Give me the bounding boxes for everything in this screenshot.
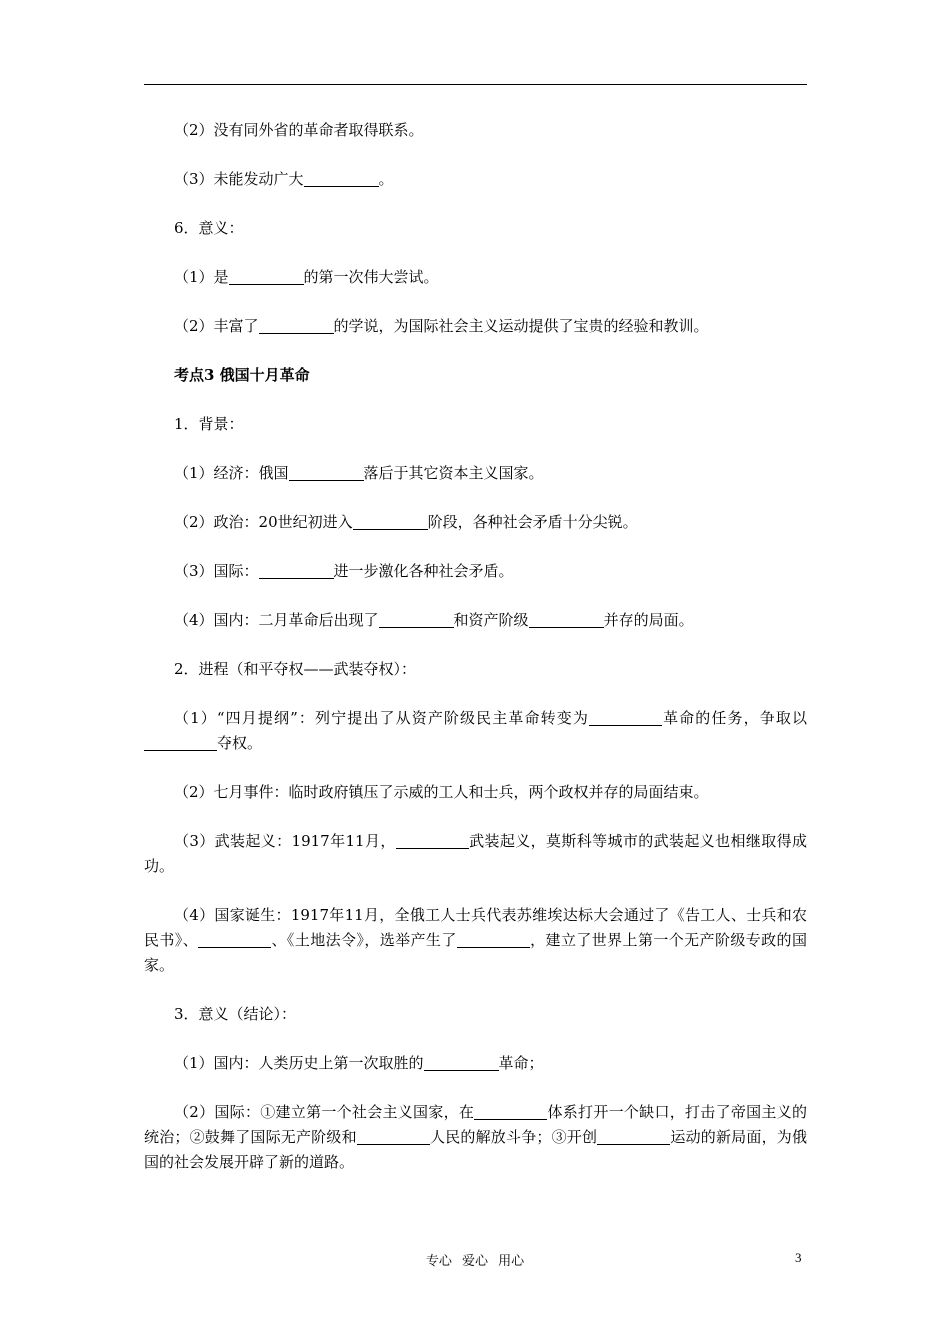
- text-line: （3）国际： 进一步激化各种社会矛盾。: [174, 562, 514, 580]
- page-number: 3: [795, 1250, 802, 1265]
- fill-blank: [259, 316, 334, 334]
- fill-blank: [357, 1127, 430, 1145]
- fill-blank: [289, 463, 364, 481]
- text-line: （3）未能发动广大 。: [174, 170, 394, 188]
- text-line: （1）“四月提纲”：列宁提出了从资产阶级民主革命转变为 革命的任务，争取以夺权。: [144, 706, 807, 756]
- fill-blank: [589, 708, 662, 726]
- section-heading: 2．进程（和平夺权——武装夺权）：: [174, 660, 417, 678]
- text-line: （1）是 的第一次伟大尝试。: [174, 268, 439, 286]
- fill-blank: [396, 831, 469, 849]
- section-heading: 1．背景：: [174, 415, 244, 433]
- fill-blank: [144, 733, 217, 751]
- page-content: [144, 118, 807, 1175]
- fill-blank: [424, 1053, 499, 1071]
- fill-blank: [229, 267, 304, 285]
- page-footer: 专心 爱心 用心: [425, 1254, 525, 1269]
- fill-blank: [457, 930, 530, 948]
- text-line: （2）没有同外省的革命者取得联系。: [174, 121, 424, 139]
- fill-blank: [529, 610, 604, 628]
- header-rule: [144, 84, 807, 85]
- fill-blank: [474, 1102, 547, 1120]
- fill-blank: [379, 610, 454, 628]
- text-line: （1）经济：俄国 落后于其它资本主义国家。: [174, 464, 544, 482]
- text-line: （1）国内：人类历史上第一次取胜的 革命；: [174, 1054, 544, 1072]
- text-line: （2）政治：20世纪初进入 阶段，各种社会矛盾十分尖锐。: [174, 513, 638, 531]
- topic-heading: 考点3 俄国十月革命: [174, 366, 310, 384]
- text-line: （2）丰富了 的学说，为国际社会主义运动提供了宝贵的经验和教训。: [174, 317, 709, 335]
- fill-blank: [259, 561, 334, 579]
- fill-blank: [304, 169, 379, 187]
- text-line: （2）国际：①建立第一个社会主义国家，在 体系打开一个缺口，打击了帝国主义的统治；②鼓舞了国际无产阶级和 人民的解放斗争；③开创 运动的新局面，为俄国的社会发展开辟了新的道路。: [144, 1103, 807, 1171]
- fill-blank: [353, 512, 428, 530]
- text-line: （4）国内：二月革命后出现了 和资产阶级 并存的局面。: [174, 611, 694, 629]
- text-line: （2）七月事件：临时政府镇压了示威的工人和士兵，两个政权并存的局面结束。: [174, 783, 709, 801]
- text-line: （3）武装起义：1917年11月， 武装起义，莫斯科等城市的武装起义也相继取得成功。: [144, 832, 807, 875]
- section-heading: 6．意义：: [174, 219, 244, 237]
- fill-blank: [198, 930, 271, 948]
- fill-blank: [597, 1127, 670, 1145]
- section-heading: 3．意义（结论）：: [174, 1005, 297, 1023]
- text-line: （4）国家诞生：1917年11月，全俄工人士兵代表苏维埃达标大会通过了《告工人、士兵和农民书》、 、《土地法令》，选举产生了 ，建立了世界上第一个无产阶级专政的国家。: [144, 906, 807, 974]
